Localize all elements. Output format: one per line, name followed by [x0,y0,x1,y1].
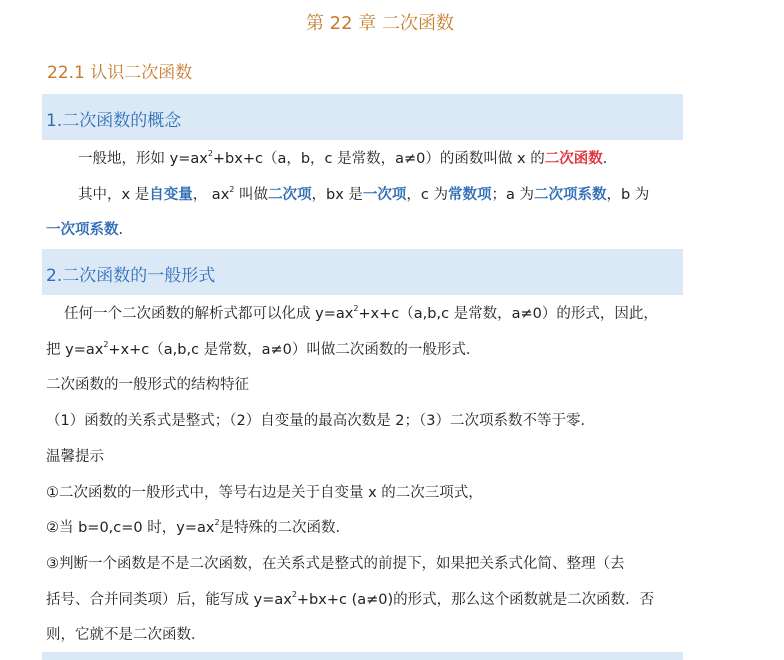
text: 是特殊的二次函数． [219,520,351,536]
text: +bx+c（a，b，c 是常数，a≠0）的函数叫做 x 的 [212,151,545,167]
structure-features: （1）函数的关系式是整式；（2）自变量的最高次数是 2；（3）二次项系数不等于零． [46,413,596,429]
chapter-title: 第 22 章 二次函数 [305,13,455,34]
text: ． [118,222,133,238]
term-quadratic-coefficient: 二次项系数 [533,187,607,203]
section-heading-band [42,94,683,140]
superscript: 2 [229,185,235,194]
text: ②当 b=0,c=0 时，y=ax [46,520,215,536]
terms-paragraph-cont [46,221,133,239]
text: ， ax [192,187,230,203]
text: 一般地，形如 y=ax [78,151,208,167]
text: +bx+c (a≠0)的形式，那么这个函数就是二次函数．否 [296,592,655,608]
structure-heading: 二次函数的一般形式的结构特征 [46,377,249,393]
general-form-line-1 [64,305,658,323]
text: ，c 为 [406,187,448,203]
superscript: 2 [103,340,109,349]
tip-3-line-3: 则，它就不是二次函数． [46,627,206,643]
text: 任何一个二次函数的解析式都可以化成 y=ax [64,306,354,322]
superscript: 2 [214,518,220,527]
section-heading-band [42,249,683,295]
heading-concept: 1.二次函数的概念 [46,111,182,131]
tip-2 [46,519,350,537]
text: ，bx 是 [311,187,363,203]
definition-paragraph [78,150,617,168]
text: 叫做 [234,187,268,203]
term-constant: 常数项 [447,187,492,203]
text: ；a 为 [491,187,534,203]
superscript: 2 [291,590,297,599]
heading-general-form: 2.二次函数的一般形式 [46,266,216,286]
tip-3-line-1: ③判断一个函数是不是二次函数，在关系式是整式的前提下，如果把关系式化简、整理（去 [46,556,625,572]
section-title: 22.1 认识二次函数 [47,63,193,83]
text: ． [602,151,618,167]
text: 把 y=ax [46,342,104,358]
tip-3-line-2 [46,591,654,609]
text: +x+c（a,b,c 是常数，a≠0）叫做二次函数的一般形式． [108,342,481,358]
text: 其中，x 是 [78,187,150,203]
term-quadratic-function: 二次函数 [544,151,603,167]
superscript: 2 [207,149,213,158]
terms-paragraph [78,186,649,204]
tip-1: ①二次函数的一般形式中，等号右边是关于自变量 x 的二次三项式， [46,485,483,501]
text: 括号、合并同类项）后，能写成 y=ax [46,592,292,608]
term-quadratic-term: 二次项 [267,187,312,203]
term-variable: 自变量 [149,187,193,203]
tips-heading: 温馨提示 [46,449,104,465]
term-linear-term: 一次项 [362,187,407,203]
general-form-line-2 [46,341,480,359]
text: ，b 为 [606,187,650,203]
next-section-band [42,652,683,660]
superscript: 2 [353,304,359,313]
text: +x+c（a,b,c 是常数，a≠0）的形式，因此， [358,306,658,322]
term-linear-coefficient: 一次项系数 [46,222,119,238]
